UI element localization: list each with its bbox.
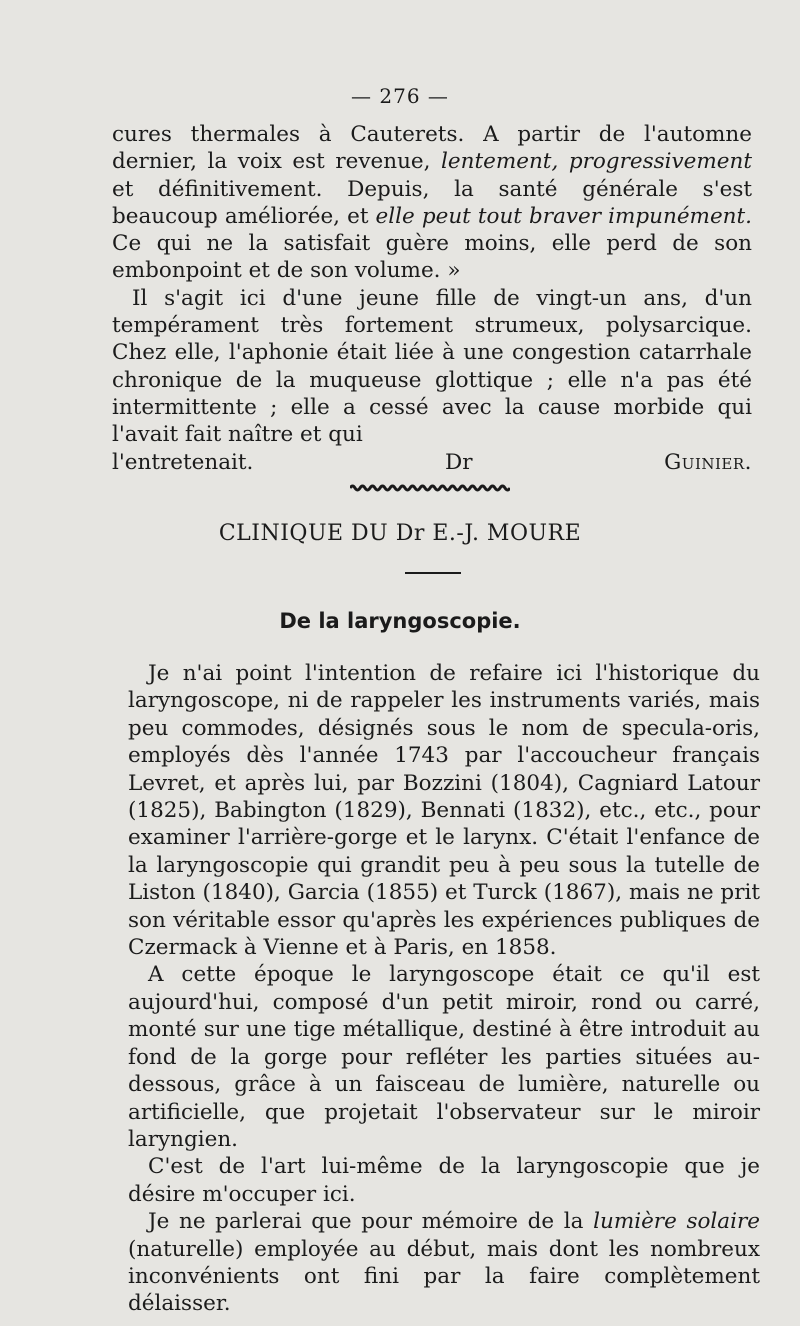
text-run: Je ne parlerai que pour mémoire de la (148, 1209, 594, 1235)
paragraph: Il s'agit ici d'une jeune fille de vingt-un ans, d'un tempérament très fortement strumeux, polysarcique. Chez elle, l'aphonie était liée à une congestion catarrhale chronique de la muqueuse glottique ; elle n'a pas été intermittente ; elle a cessé avec la cause morbide qui l'avait fait naître et qui (112, 285, 752, 448)
paragraph: C'est de l'art lui-même de la laryngoscopie que je désire m'occuper ici. (128, 1154, 760, 1207)
wavy-divider (350, 484, 510, 492)
paragraph (128, 1208, 760, 1318)
italic-text: elle peut tout braver impunément. (375, 203, 752, 229)
signature-name: Guinier. (664, 449, 752, 475)
text-run: cures thermales à Cauterets. A partir de l'automne dernier, la voix est revenue, (112, 122, 752, 175)
italic-text: lentement, progressivement (441, 149, 752, 175)
short-rule (405, 572, 461, 574)
article-title: De la laryngoscopie. (279, 609, 521, 633)
continuation-text (112, 121, 752, 476)
signature (445, 450, 752, 475)
section-title: CLINIQUE DU Dr E.-J. MOURE (218, 521, 582, 546)
text-run: l'entretenait. (112, 449, 254, 475)
text-run: et définitivement. Depuis, la santé générale s'est beaucoup améliorée, et (112, 176, 752, 229)
article-body (128, 660, 760, 1318)
text-run: Ce qui ne la satisfait guère moins, elle perd de son embonpoint et de son volume. » (112, 231, 752, 284)
signature-prefix: Dr (445, 449, 473, 475)
italic-text: lumière solaire (593, 1209, 760, 1235)
paragraph (112, 121, 752, 285)
text-run: (naturelle) employée au début, mais dont les nombreux inconvénients ont fini par la faire complètement délaisser. (128, 1236, 760, 1317)
signature-line (112, 449, 752, 476)
paragraph: Je n'ai point l'intention de refaire ici l'historique du laryngoscope, ni de rappeler les instruments variés, mais peu commodes, désignés sous le nom de specula-oris, employés dès l'année 1743 par l'accoucheur français Levret, et après lui, par Bozzini (1804), Cagniard Latour (1825), Babington (1829), Bennati (1832), etc., etc., pour examiner l'arrière-gorge et le larynx. C'était l'enfance de la laryngoscopie qui grandit peu à peu sous la tutelle de Liston (1840), Garcia (1855) et Turck (1867), mais ne prit son véritable essor qu'après les expériences publiques de Czermack à Vienne et à Paris, en 1858. (128, 661, 760, 961)
page-number: — 276 — (351, 84, 449, 108)
paragraph: A cette époque le laryngoscope était ce qu'il est aujourd'hui, composé d'un petit miroir, rond ou carré, monté sur une tige métallique, destiné à être introduit au fond de la gorge pour refléter les parties situées au-dessous, grâce à un faisceau de lumière, naturelle ou artificielle, que projetait l'observateur sur le miroir laryngien. (128, 962, 760, 1152)
